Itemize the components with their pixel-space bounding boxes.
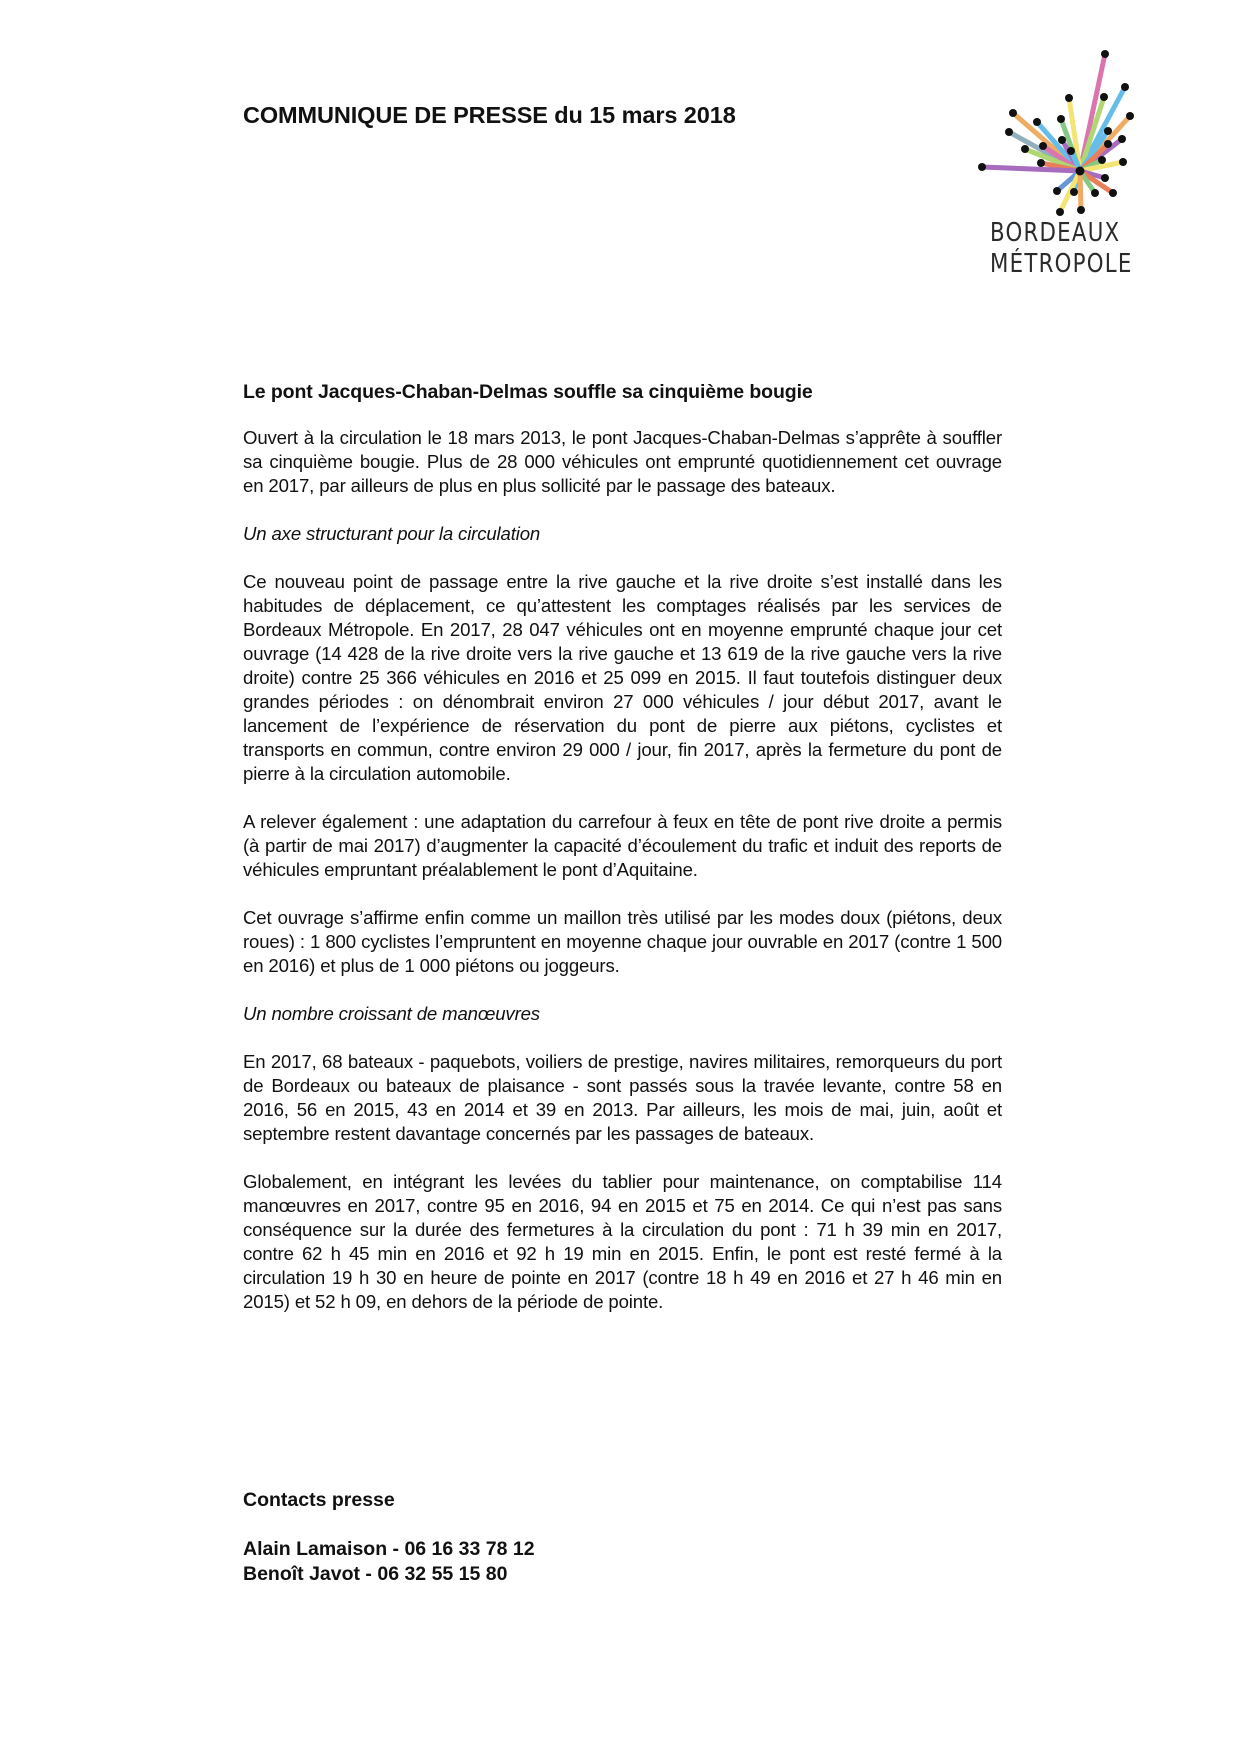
logo-wordmark [990, 218, 1133, 280]
paragraph: A relever également : une adaptation du carrefour à feux en tête de pont rive droite a permis (à partir de mai 2017) d’augmenter la capacité d’écoulement du trafic et induit des reports de véhicules empruntant préalablement le pont d’Aquitaine. [243, 811, 1002, 880]
paragraph: Globalement, en intégrant les levées du tablier pour maintenance, on comptabilise 114 manœuvres en 2017, contre 95 en 2016, 94 en 2015 et 75 en 2014. Ce qui n’est pas sans conséquence sur la durée des fermetures à la circulation du pont : 71 h 39 min en 2017, contre 62 h 45 min en 2016 et 92 h 19 min en 2015. Enfin, le pont est resté fermé à la circulation 19 h 30 en heure de pointe en 2017 (contre 18 h 49 en 2016 et 27 h 46 min en 2015) et 52 h 09, en dehors de la période de pointe. [243, 1171, 1002, 1312]
paragraph: Ce nouveau point de passage entre la rive gauche et la rive droite s’est installé dans les habitudes de déplacement, ce qu’attestent les comptages réalisés par les services de Bordeaux Métropole. En 2017, 28 047 véhicules ont en moyenne emprunté chaque jour cet ouvrage (14 428 de la rive droite vers la rive gauche et 13 619 de la rive gauche vers la rive droite) contre 25 366 véhicules en 2016 et 25 099 en 2015. Il faut toutefois distinguer deux grandes périodes : on dénombrait environ 27 000 véhicules / jour début 2017, avant le lancement de l’expérience de réservation du pont de pierre aux piétons, cyclistes et transports en commun, contre environ 29 000 / jour, fin 2017, après la fermeture du pont de pierre à la circulation automobile. [243, 571, 1002, 784]
article-title: Le pont Jacques-Chaban-Delmas souffle sa cinquième bougie [243, 381, 813, 403]
logo-line-metropole: MÉTROPOLE [990, 249, 1133, 279]
intro-paragraph: Ouvert à la circulation le 18 mars 2013, le pont Jacques-Chaban-Delmas s’apprête à souffler sa cinquième bougie. Plus de 28 000 véhicules ont emprunté quotidiennement cet ouvrage en 2017, par ailleurs de plus en plus sollicité par le passage des bateaux. [243, 427, 1002, 496]
section-subtitle: Un nombre croissant de manœuvres [243, 1003, 540, 1024]
paragraph: En 2017, 68 bateaux - paquebots, voiliers de prestige, navires militaires, remorqueurs du port de Bordeaux ou bateaux de plaisance - sont passés sous la travée levante, contre 58 en 2016, 56 en 2015, 43 en 2014 et 39 en 2013. Par ailleurs, les mois de mai, juin, août et septembre restent davantage concernés par les passages de bateaux. [243, 1051, 1002, 1144]
contact-item: Alain Lamaison - 06 16 33 78 12 [243, 1538, 535, 1560]
contacts-title: Contacts presse [243, 1489, 395, 1511]
section-subtitle: Un axe structurant pour la circulation [243, 523, 541, 544]
paragraph: Cet ouvrage s’affirme enfin comme un maillon très utilisé par les modes doux (piétons, deux roues) : 1 800 cyclistes l’empruntent en moyenne chaque jour ouvrable en 2017 (contre 1 500 en 2016) et plus de 1 000 piétons ou joggeurs. [243, 907, 1002, 976]
contact-item: Benoît Javot - 06 32 55 15 80 [243, 1562, 508, 1585]
article-body [243, 380, 1002, 1338]
press-release-title: COMMUNIQUE DE PRESSE du 15 mars 2018 [243, 102, 736, 128]
starburst-logo-icon [960, 40, 1160, 220]
logo-line-bordeaux: BORDEAUX [990, 218, 1121, 248]
bordeaux-metropole-logo [960, 40, 1160, 290]
press-contacts [243, 1488, 535, 1586]
